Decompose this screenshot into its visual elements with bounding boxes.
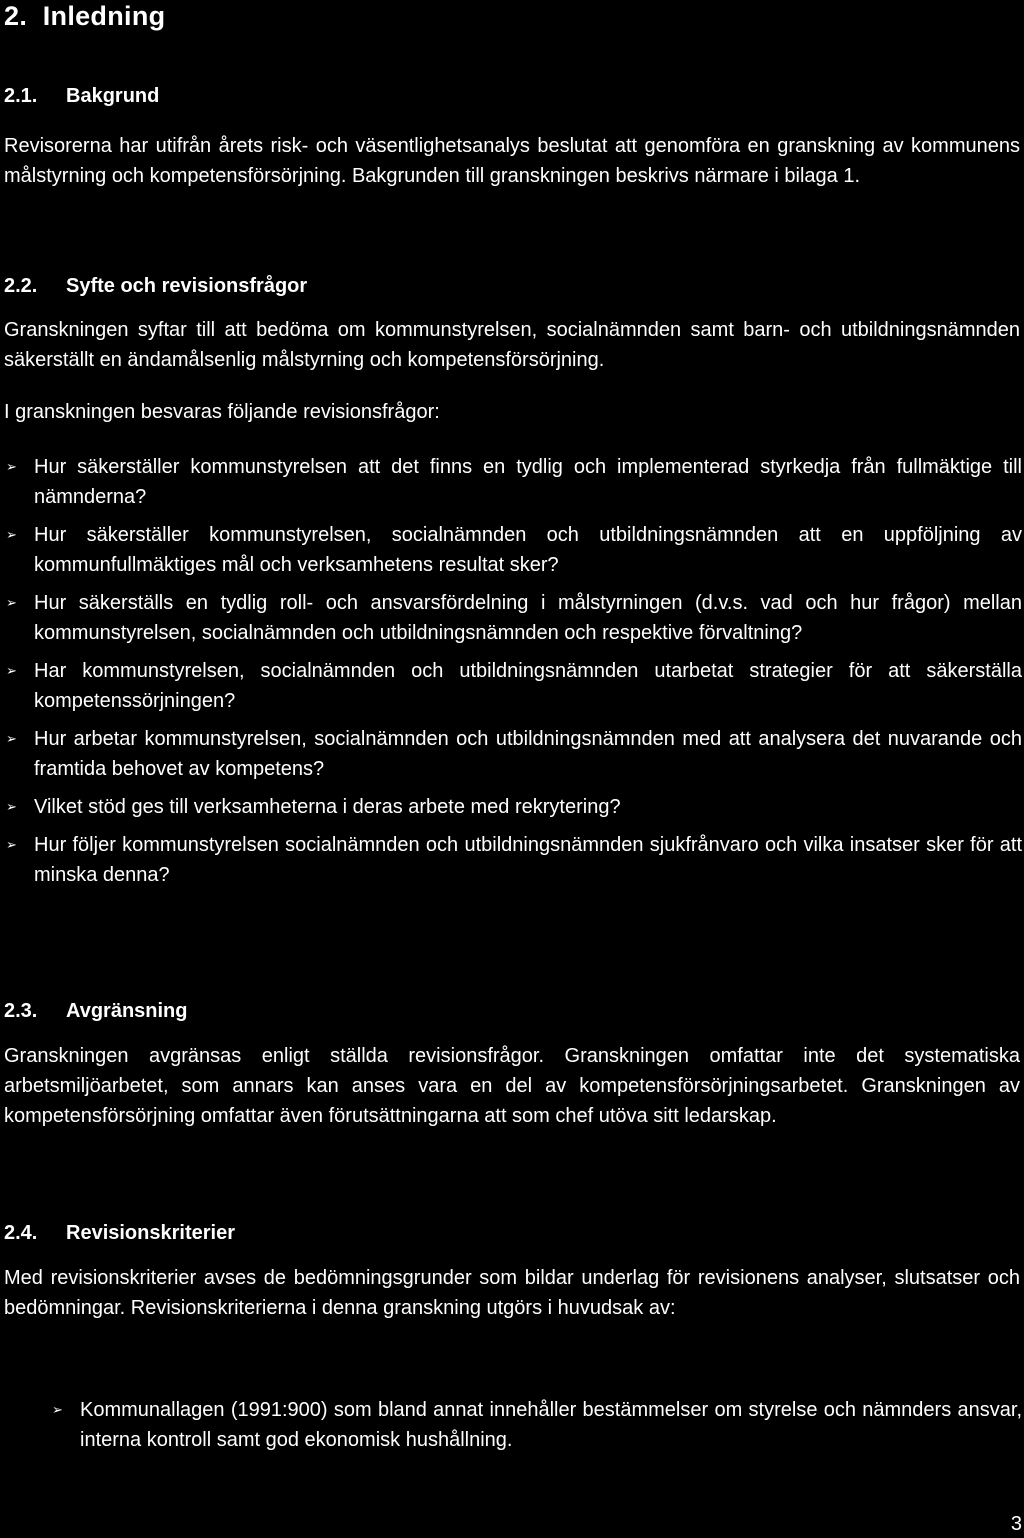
paragraph-syfte-intro: I granskningen besvaras följande revisionsfrågor: (4, 401, 440, 423)
criteria-list (50, 1395, 1022, 1455)
section-heading-kriterier (4, 1221, 235, 1245)
list-item (4, 792, 1022, 822)
list-item (4, 452, 1022, 512)
arrow-bullet-icon: ➢ (52, 1402, 63, 1417)
list-item (4, 830, 1022, 890)
question-text: Hur arbetar kommunstyrelsen, socialnämnden och utbildningsnämnden med att analysera det nuvarande och framtida behovet av kompetens? (34, 728, 1022, 780)
arrow-bullet-icon: ➢ (6, 799, 17, 814)
section-title: Bakgrund (66, 85, 160, 107)
paragraph-bakgrund: Revisorerna har utifrån årets risk- och väsentlighetsanalys beslutat att genomföra en granskning av kommunens målstyrning och kompetensförsörjning. Bakgrunden till granskningen beskrivs närmare i bilaga 1. (4, 135, 1020, 187)
question-text: Hur säkerställs en tydlig roll- och ansvarsfördelning i målstyrningen (d.v.s. vad och hur frågor) mellan kommunstyrelsen, socialnämnden och utbildningsnämnden och respektive förvaltning? (34, 592, 1022, 644)
question-list (4, 452, 1022, 898)
list-item (4, 588, 1022, 648)
section-title: Syfte och revisionsfrågor (66, 275, 308, 297)
section-number: 2.1. (4, 85, 38, 107)
section-number: 2.4. (4, 1222, 38, 1244)
paragraph-kriterier: Med revisionskriterier avses de bedömningsgrunder som bildar underlag för revisionens analyser, slutsatser och bedömningar. Revisionskriterierna i denna granskning utgörs i huvudsak av: (4, 1267, 1020, 1319)
arrow-bullet-icon: ➢ (6, 527, 17, 542)
section-heading-avgransning (4, 999, 188, 1023)
question-text: Hur säkerställer kommunstyrelsen att det finns en tydlig och implementerad styrkedja från fullmäktige till nämnderna? (34, 456, 1022, 508)
question-text: Har kommunstyrelsen, socialnämnden och utbildningsnämnden utarbetat strategier för att säkerställa kompetenssörjningen? (34, 660, 1022, 712)
arrow-bullet-icon: ➢ (6, 663, 17, 678)
question-text: Hur säkerställer kommunstyrelsen, socialnämnden och utbildningsnämnden att en uppföljning av kommunfullmäktiges mål och verksamhetens resultat sker? (34, 524, 1022, 576)
paragraph-syfte: Granskningen syftar till att bedöma om kommunstyrelsen, socialnämnden samt barn- och utbildningsnämnden säkerställt en ändamålsenlig målstyrning och kompetensförsörjning. (4, 319, 1020, 371)
list-item (4, 656, 1022, 716)
paragraph-avgransning: Granskningen avgränsas enligt ställda revisionsfrågor. Granskningen omfattar inte det systematiska arbetsmiljöarbetet, som annars kan anses vara en del av kompetensförsörjningsarbetet. Granskningen av kompetensförsörjning omfattar även förutsättningarna att som chef utöva sitt ledarskap. (4, 1045, 1020, 1127)
list-item (4, 724, 1022, 784)
section-title: Avgränsning (66, 1000, 188, 1022)
list-item (4, 520, 1022, 580)
page-number: 3 (1010, 1513, 1022, 1535)
section-heading-syfte (4, 274, 307, 298)
chapter-heading: 2. Inledning (4, 1, 166, 31)
section-number: 2.2. (4, 275, 38, 297)
section-heading-bakgrund (4, 84, 159, 108)
arrow-bullet-icon: ➢ (6, 459, 17, 474)
question-text: Hur följer kommunstyrelsen socialnämnden och utbildningsnämnden sjukfrånvaro och vilka insatser sker för att minska denna? (34, 834, 1022, 886)
arrow-bullet-icon: ➢ (6, 595, 17, 610)
section-title: Revisionskriterier (66, 1222, 235, 1244)
criteria-text: Kommunallagen (1991:900) som bland annat innehåller bestämmelser om styrelse och nämnders ansvar, interna kontroll samt god ekonomisk hushållning. (80, 1399, 1022, 1451)
arrow-bullet-icon: ➢ (6, 837, 17, 852)
section-number: 2.3. (4, 1000, 38, 1022)
arrow-bullet-icon: ➢ (6, 731, 17, 746)
question-text: Vilket stöd ges till verksamheterna i deras arbete med rekrytering? (34, 796, 621, 818)
list-item (50, 1395, 1022, 1455)
